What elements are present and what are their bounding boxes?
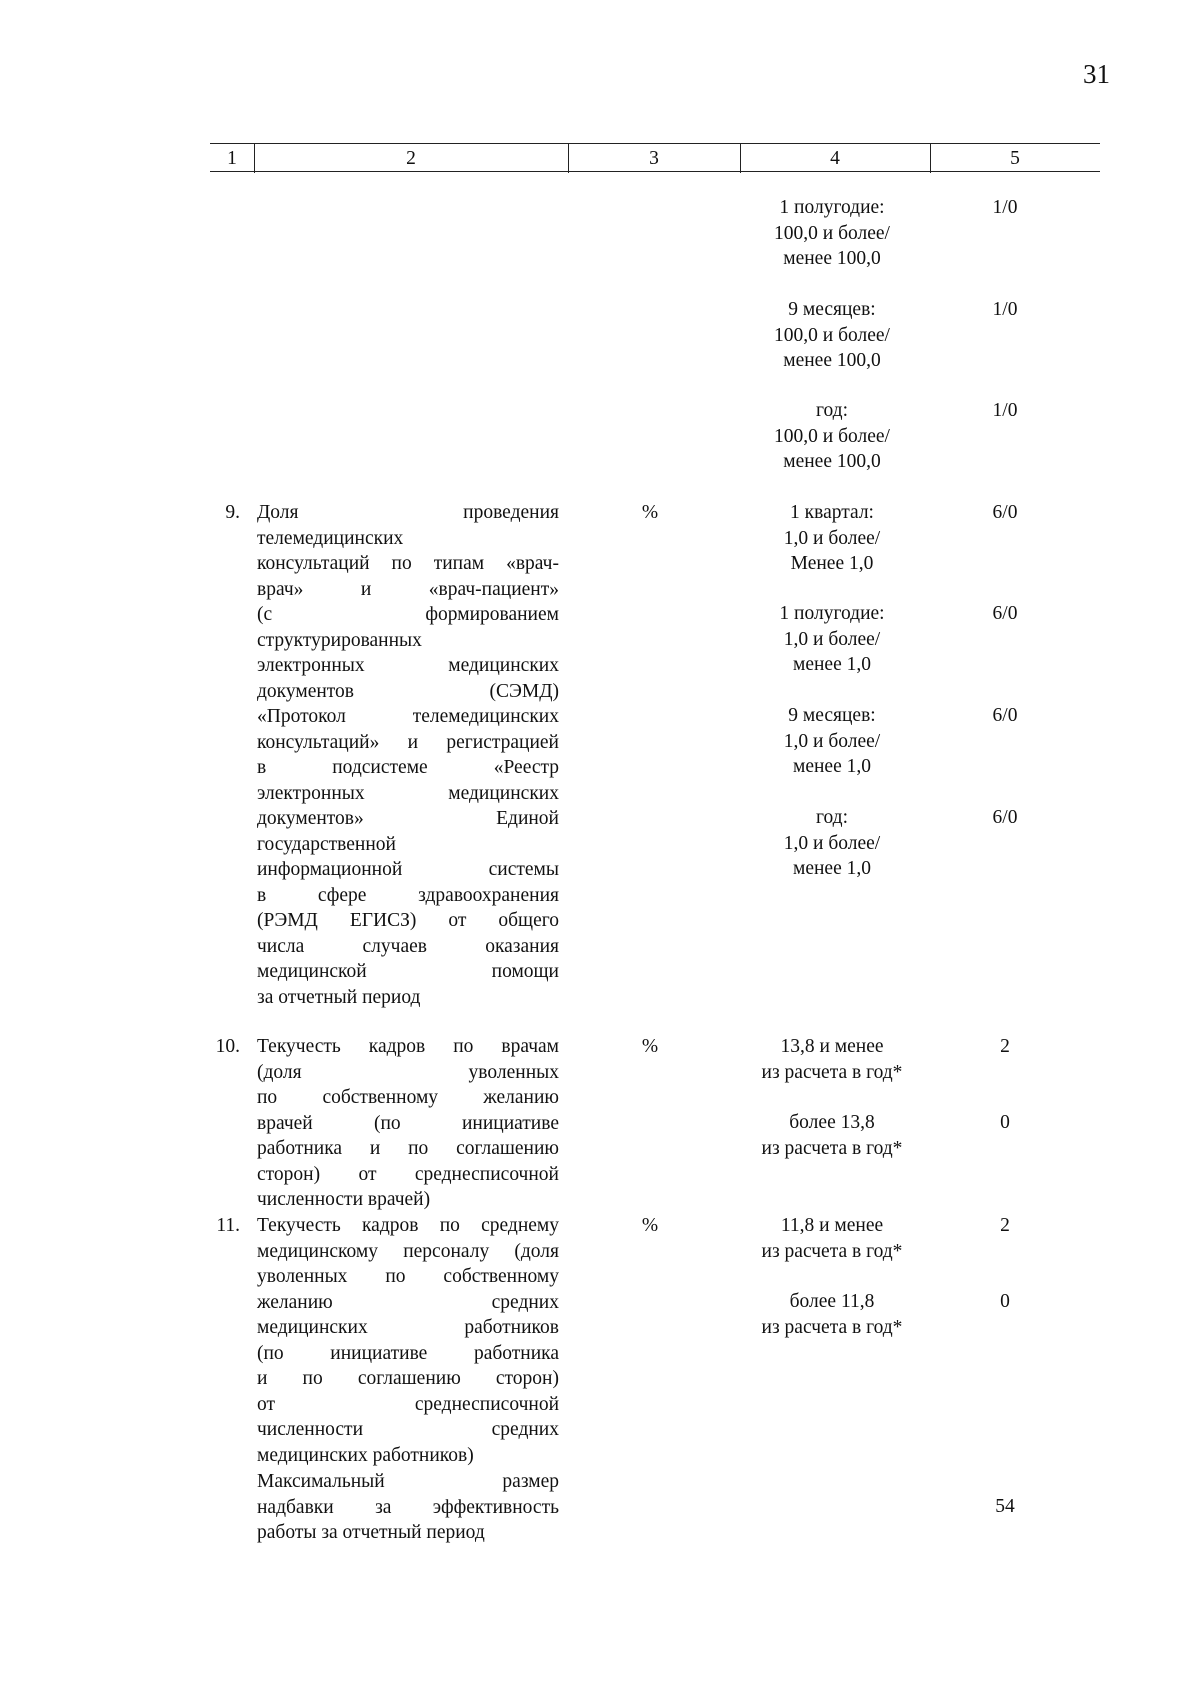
row-9-points-4: 6/0 [992,807,1018,828]
header-col-1: 1 [227,148,237,169]
row-9-criterion-1: 1 квартал: 1,0 и более/ Менее 1,0 [783,502,881,574]
row-9-criterion-2: 1 полугодие: 1,0 и более/ менее 1,0 [779,603,885,675]
tail-points-2: 1/0 [992,299,1018,320]
row-9-criterion-3: 9 месяцев: 1,0 и более/ менее 1,0 [783,705,881,777]
row-number-10: 10. [215,1036,240,1057]
table-header [210,143,1100,173]
row-9-criterion-4: год: 1,0 и более/ менее 1,0 [783,807,881,879]
row-10-criterion-1: 13,8 и менее из расчета в год* [761,1036,903,1083]
header-top-rule [210,143,1100,144]
row-11-description: Текучесть кадров по среднему медицинскому персоналу (доля уволенных по собственному желанию средних медицинских работников (по инициативе работника и по соглашению сторон) от среднесписочной численности средних медицинских работников) [257,1215,559,1466]
tail-criterion-1: 1 полугодие: 100,0 и более/ менее 100,0 [774,197,890,269]
tail-criterion-2: 9 месяцев: 100,0 и более/ менее 100,0 [774,299,890,371]
row-11-criterion-2: более 11,8 из расчета в год* [761,1291,903,1338]
row-11-points-2: 0 [1000,1291,1010,1312]
row-10-points-2: 0 [1000,1112,1010,1133]
tail-criterion-3: год: 100,0 и более/ менее 100,0 [774,400,890,472]
row-9-description: Доля проведения телемедицинских консультаций по типам «врач- врач» и «врач-пациент» (с формированием структурированных электронных медицинских документов (СЭМД) «Протокол телемедицинских консультаций» и регистрацией в подсистеме «Реестр электронных медицинских документов» Единой государственной информационной системы в сфере здравоохранения (РЭМД ЕГИСЗ) от общего числа случаев оказания медицинской помощи за отчетный период [257,502,559,1008]
row-9-points-1: 6/0 [992,502,1018,523]
header-col-3: 3 [649,148,659,169]
row-9-points-2: 6/0 [992,603,1018,624]
tail-points-3: 1/0 [992,400,1018,421]
row-11-unit: % [641,1215,659,1236]
row-10-description: Текучесть кадров по врачам (доля уволенных по собственному желанию врачей (по инициативе работника и по соглашению сторон) от среднесписочной численности врачей) [257,1036,559,1210]
header-col-5: 5 [1010,148,1020,169]
row-number-9: 9. [225,502,240,523]
row-10-unit: % [641,1036,659,1057]
row-number-11: 11. [216,1215,240,1236]
max-allowance-points: 54 [995,1496,1015,1517]
page-number: 31 [1083,59,1110,89]
row-11-points-1: 2 [1000,1215,1010,1236]
header-col-4: 4 [830,148,840,169]
max-allowance-description: Максимальный размер надбавки за эффективность работы за отчетный период [257,1471,559,1543]
row-10-criterion-2: более 13,8 из расчета в год* [761,1112,903,1159]
row-9-points-3: 6/0 [992,705,1018,726]
row-10-points-1: 2 [1000,1036,1010,1057]
row-11-criterion-1: 11,8 и менее из расчета в год* [761,1215,903,1262]
row-9-unit: % [641,502,659,523]
tail-points-1: 1/0 [992,197,1018,218]
header-col-2: 2 [406,148,416,169]
